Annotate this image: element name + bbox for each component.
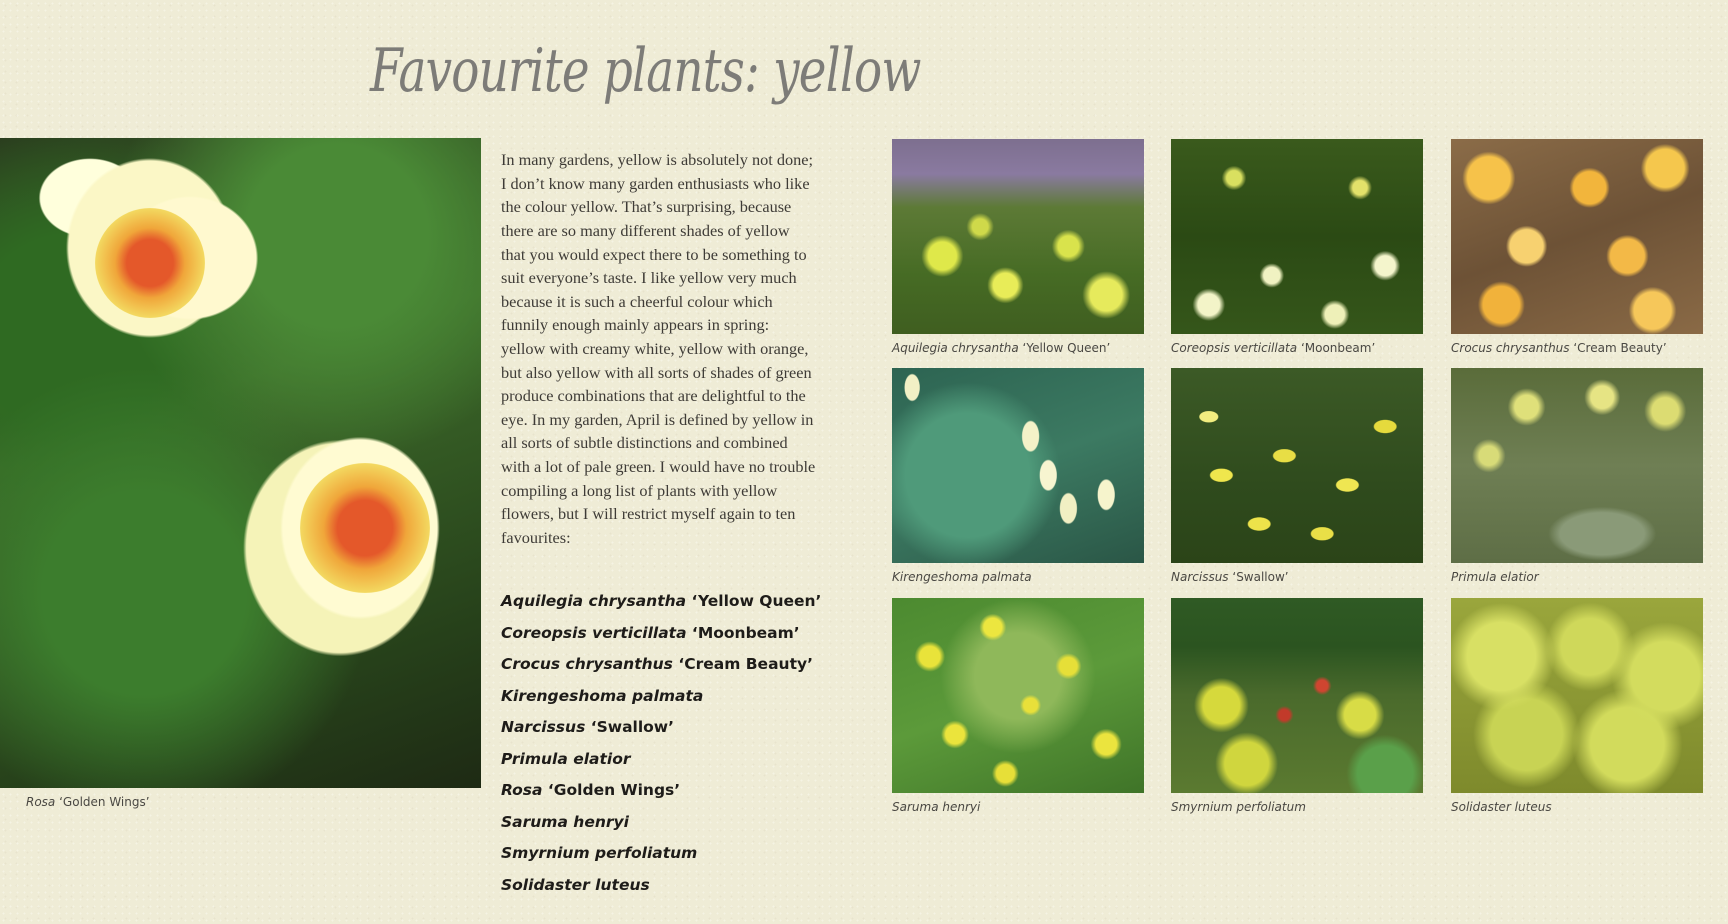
flower-center [300,463,430,593]
caption-latin: Narcissus [1171,570,1229,584]
plant-cultivar: ‘Golden Wings’ [542,781,681,799]
plant-latin: Saruma henryi [501,812,629,831]
caption-latin: Coreopsis verticillata [1171,341,1298,355]
photo-caption [1451,800,1552,814]
photo-caption [892,800,980,814]
caption-latin: Solidaster luteus [1451,800,1552,814]
list-item [501,871,821,903]
list-item [501,776,821,808]
caption-cultivar: ‘Cream Beauty’ [1569,341,1667,355]
hero-caption-cultivar: ‘Golden Wings’ [55,795,150,809]
photo-caption [1171,800,1306,814]
plant-latin: Rosa [501,781,543,799]
photo-narcissus [1171,368,1423,563]
caption-cultivar: ‘Moonbeam’ [1297,341,1376,355]
plant-latin: Smyrnium perfoliatum [501,844,698,862]
photo-coreopsis [1171,139,1423,334]
flower-center [95,208,205,318]
photo-aquilegia [892,139,1144,334]
photo-caption [1171,341,1375,355]
caption-latin: Saruma henryi [892,800,981,814]
caption-cultivar: ‘Yellow Queen’ [1018,341,1111,355]
page-title: Favourite plants: yellow [370,36,921,106]
list-item [501,808,821,840]
caption-cultivar: ‘Swallow’ [1228,570,1289,584]
photo-crocus [1451,139,1703,334]
plant-latin: Narcissus [501,718,586,736]
intro-paragraph: In many gardens, yellow is absolutely not done; I don’t know many garden enthusiasts who like the colour yellow. That’s surprising, because there are so many different shades of yellow that you would expect there to be something to suit everyone’s taste. I like yellow very much because it is such a cheerful colour which funnily enough mainly appears in spring: yellow with creamy white, yellow with orange, but also yellow with all sorts of shades of green produce combinations that are delightful to the eye. In my garden, April is defined by yellow in all sorts of subtle distinctions and combined with a lot of pale green. I would have no trouble compiling a long list of plants with yellow flowers, but I will restrict myself again to ten favourites: [501,150,816,547]
caption-latin: Crocus chrysanthus [1451,341,1570,355]
plant-latin: Primula elatior [501,749,631,768]
photo-smyrnium [1171,598,1423,793]
plant-cultivar: ‘Yellow Queen’ [686,592,822,610]
caption-latin: Primula elatior [1451,570,1539,584]
list-item [501,713,821,745]
plant-latin: Crocus chrysanthus [501,655,673,673]
photo-kirengeshoma [892,368,1144,563]
caption-latin: Smyrnium perfoliatum [1171,800,1306,814]
list-item [501,619,821,651]
list-item [501,839,821,871]
photo-primula [1451,368,1703,563]
photo-caption [1171,570,1289,584]
photo-caption [1451,341,1667,355]
plant-latin: Aquilegia chrysantha [501,592,687,610]
caption-latin: Kirengeshoma palmata [892,570,1032,584]
caption-latin: Aquilegia chrysantha [892,341,1019,355]
list-item [501,745,821,777]
plant-cultivar: ‘Moonbeam’ [686,623,800,642]
list-item [501,587,821,619]
photo-saruma [892,598,1144,793]
photo-caption [892,341,1110,355]
plant-latin: Coreopsis verticillata [501,623,687,642]
list-item [501,682,821,714]
plant-cultivar: ‘Swallow’ [585,718,675,736]
photo-solidaster [1451,598,1703,793]
list-item [501,650,821,682]
plant-cultivar: ‘Cream Beauty’ [672,655,813,673]
photo-caption [892,570,1032,584]
plant-latin: Solidaster luteus [501,875,650,894]
hero-caption [26,795,150,809]
photo-caption [1451,570,1539,584]
hero-caption-latin: Rosa [26,795,56,809]
favourite-plant-list [501,587,821,902]
plant-latin: Kirengeshoma palmata [501,686,704,705]
hero-photo-rosa-golden-wings [0,138,481,788]
